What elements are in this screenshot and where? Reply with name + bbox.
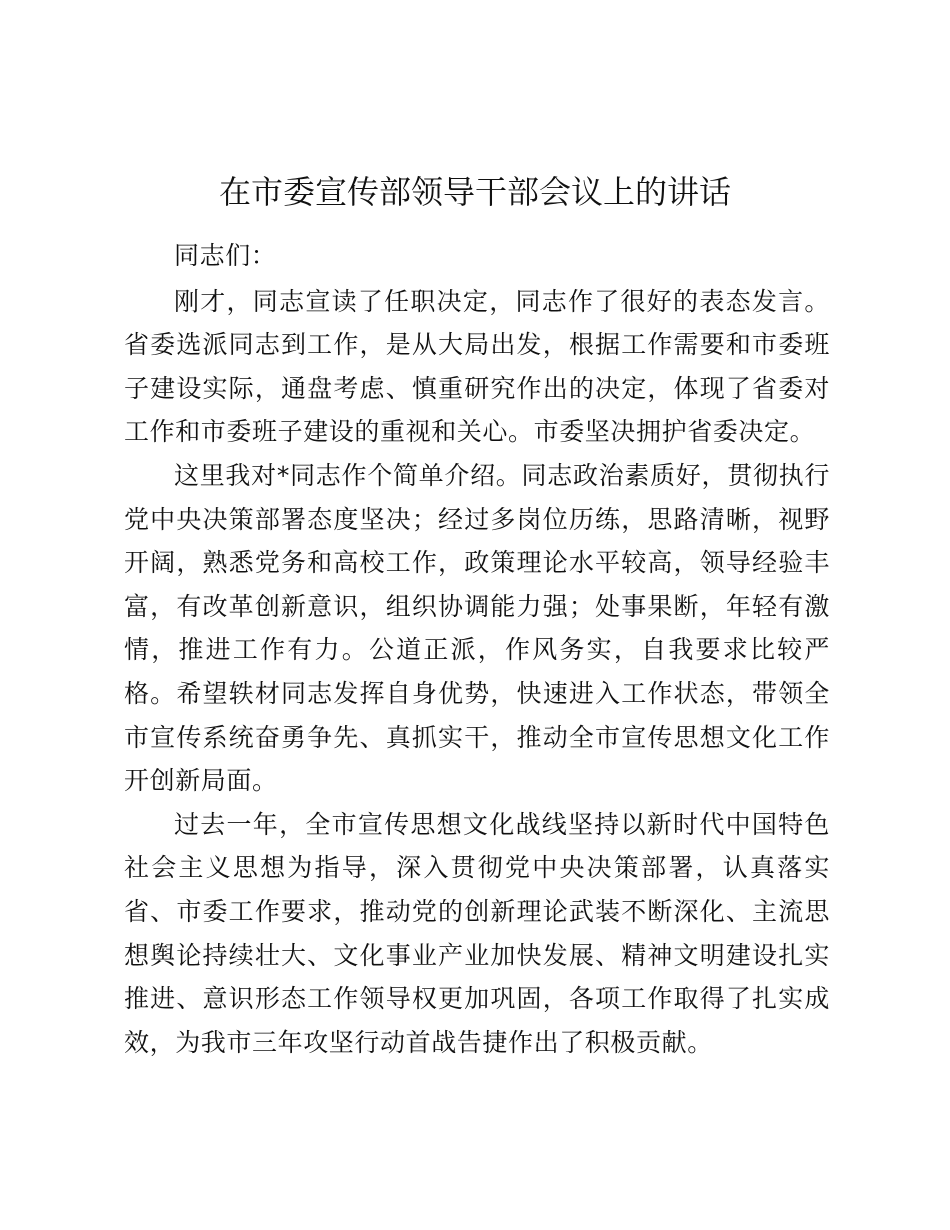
paragraph-1: 刚才，同志宣读了任职决定，同志作了很好的表态发言。省委选派同志到工作，是从大局出发，根据工作需要和市委班子建设实际，通盘考虑、慎重研究作出的决定，体现了省委对工作和市委班子建设的重视和关心。市委坚决拥护省委决定。 <box>124 286 830 447</box>
document-body <box>124 234 830 1064</box>
document-title: 在市委宣传部领导干部会议上的讲话 <box>218 173 731 211</box>
salutation: 同志们： <box>174 241 277 270</box>
paragraph-3: 过去一年，全市宣传思想文化战线坚持以新时代中国特色社会主义思想为指导，深入贯彻党中央决策部署，认真落实省、市委工作要求，推动党的创新理论武装不断深化、主流思想舆论持续壮大、文化事业产业加快发展、精神文明建设扎实推进、意识形态工作领导权更加巩固，各项工作取得了扎实成效，为我市三年攻坚行动首战告捷作出了积极贡献。 <box>124 809 830 1057</box>
paragraph-2: 这里我对*同志作个简单介绍。同志政治素质好，贯彻执行党中央决策部署态度坚决；经过多岗位历练，思路清晰，视野开阔，熟悉党务和高校工作，政策理论水平较高，领导经验丰富，有改革创新意识，组织协调能力强；处事果断，年轻有激情，推进工作有力。公道正派，作风务实，自我要求比较严格。希望轶材同志发挥自身优势，快速进入工作状态，带领全市宣传系统奋勇争先、真抓实干，推动全市宣传思想文化工作开创新局面。 <box>124 460 830 796</box>
